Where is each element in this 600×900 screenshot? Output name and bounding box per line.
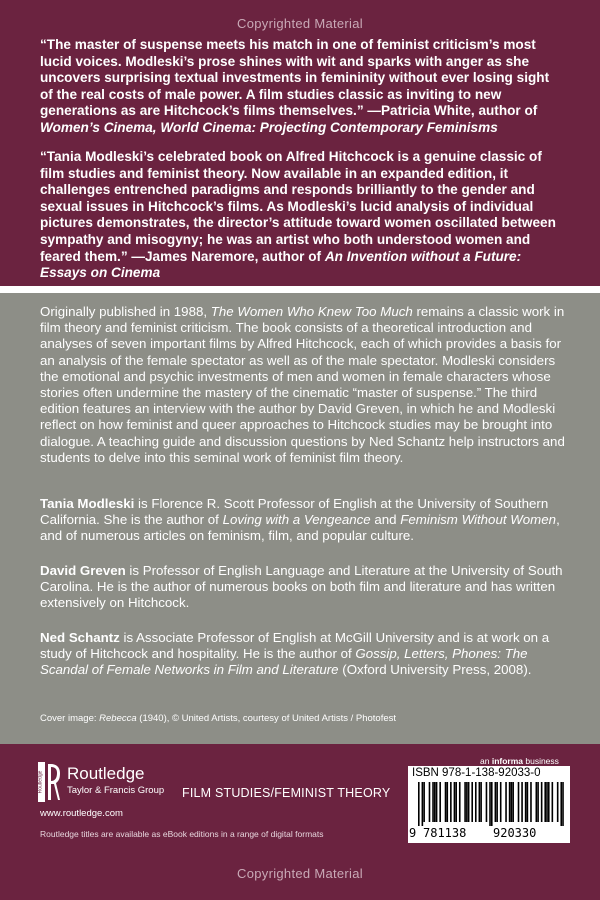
publisher-url[interactable]: www.routledge.com — [40, 808, 123, 819]
endorsement-quote-white — [40, 37, 564, 137]
quote-text: “The master of suspense meets his match in one of feminist criticism’s most lucid voices. Modleski’s prose shines with wit and sparks with anger as she uncovers surprising textual investments in femininity without ever losing sight of the real costs of male power. A film studies classic as inviting to new generations as are Hitchcock’s films themselves.” —Patricia White, author of — [40, 37, 550, 119]
bio-text: is Florence R. Scott Professor of English at the University of Southern California. She is the author of — [40, 496, 549, 528]
endorsement-quote-naremore — [40, 149, 564, 282]
film-title: Rebecca — [99, 713, 137, 724]
subject-category: FILM STUDIES/FEMINIST THEORY — [182, 786, 391, 800]
credit-prefix: Cover image: — [40, 713, 100, 724]
bio-text: is Associate Professor of English at McGill University and is at work on a study of Hitchcock and hospitality. He is the author of — [40, 630, 550, 662]
publisher-panel — [0, 744, 600, 900]
bio-schantz — [40, 630, 570, 679]
publisher-name: Routledge — [67, 764, 145, 783]
informa-business — [480, 756, 559, 766]
endorsements-panel — [0, 0, 600, 286]
isbn-number: ISBN 978-1-138-92033-0 — [412, 767, 541, 779]
publisher-group: Taylor & Francis Group — [67, 785, 165, 796]
quote-work-title: An Invention without a Future: Essays on Cinema — [40, 248, 522, 281]
work-title: Gossip, Letters, Phones: The Scandal of Female Networks in Film and Literature — [40, 646, 528, 678]
description-panel — [0, 293, 600, 744]
bio-greven — [40, 563, 570, 612]
description-intro: Originally published in 1988, — [40, 304, 211, 319]
watermark-bottom: Copyrighted Material — [237, 866, 363, 881]
isbn-barcode-box — [408, 766, 570, 843]
author-name: David Greven — [40, 563, 126, 578]
book-description — [40, 304, 570, 466]
informa-brand: informa — [491, 756, 523, 766]
barcode-digits-left: 781138 — [423, 826, 467, 840]
work-title: Loving with a Vengeance — [222, 512, 371, 528]
bio-modleski — [40, 496, 570, 545]
bio-text: (Oxford University Press, 2008). — [338, 662, 532, 678]
ebook-note: Routledge titles are available as eBook editions in a range of digital formats — [40, 829, 324, 839]
informa-suffix: business — [523, 756, 559, 766]
barcode-digits-right: 920330 — [493, 826, 537, 840]
author-name: Ned Schantz — [40, 630, 120, 645]
barcode-icon — [418, 782, 564, 826]
quote-text: “Tania Modleski’s celebrated book on Alfred Hitchcock is a genuine classic of film studies and feminist theory. Now available in an expanded edition, it challenges entrenched paradigms and responds brilliantly to the gender and sexual issues in Hitchcock’s films. As Modleski’s lucid analysis of individual pictures demonstrates, the director’s attitude toward women oscillated between sympathy and misogyny; he was an artist who both understood women and feared them.” —James Naremore, author of — [40, 149, 556, 264]
divider — [0, 286, 600, 293]
informa-prefix: an — [480, 756, 492, 766]
bio-text: , and of numerous articles on feminism, film, and popular culture. — [40, 512, 560, 544]
bio-text: and — [370, 512, 401, 528]
routledge-spine-text: Routledge — [38, 770, 44, 794]
credit-text: (1940), © United Artists, courtesy of United Artists / Photofest — [136, 713, 397, 724]
work-title: Feminism Without Women — [400, 512, 557, 528]
barcode-digit-lead: 9 — [409, 826, 417, 840]
quote-work-title: Women’s Cinema, World Cinema: Projecting Contemporary Feminisms — [40, 119, 498, 135]
bio-text: is Professor of English Language and Literature at the University of South Carolina. He is the author of numerous books on both film and literature and has written extensively on Hitchcock. — [40, 563, 563, 611]
routledge-logo-icon — [38, 762, 60, 802]
author-name: Tania Modleski — [40, 496, 135, 511]
book-title: The Women Who Knew Too Much — [210, 304, 413, 319]
cover-credit — [40, 713, 396, 724]
description-body: remains a classic work in film theory and feminist criticism. The book consists of a theoretical introduction and analyses of seven important films by Alfred Hitchcock, each of which provides a basis for an analysis of the female spectator as well as of the male spectator. Modleski considers the emotional and psychic investments of men and women in female characters whose stories often undermine the mastery of the cinematic “master of suspense.” The third edition features an interview with the author by David Greven, in which he and Modleski reflect on how feminist and queer approaches to Hitchcock studies may be brought into dialogue. A teaching guide and discussion questions by Ned Schantz help instructors and students to delve into this seminal work of feminist film theory. — [40, 304, 565, 465]
watermark-top: Copyrighted Material — [237, 16, 363, 31]
